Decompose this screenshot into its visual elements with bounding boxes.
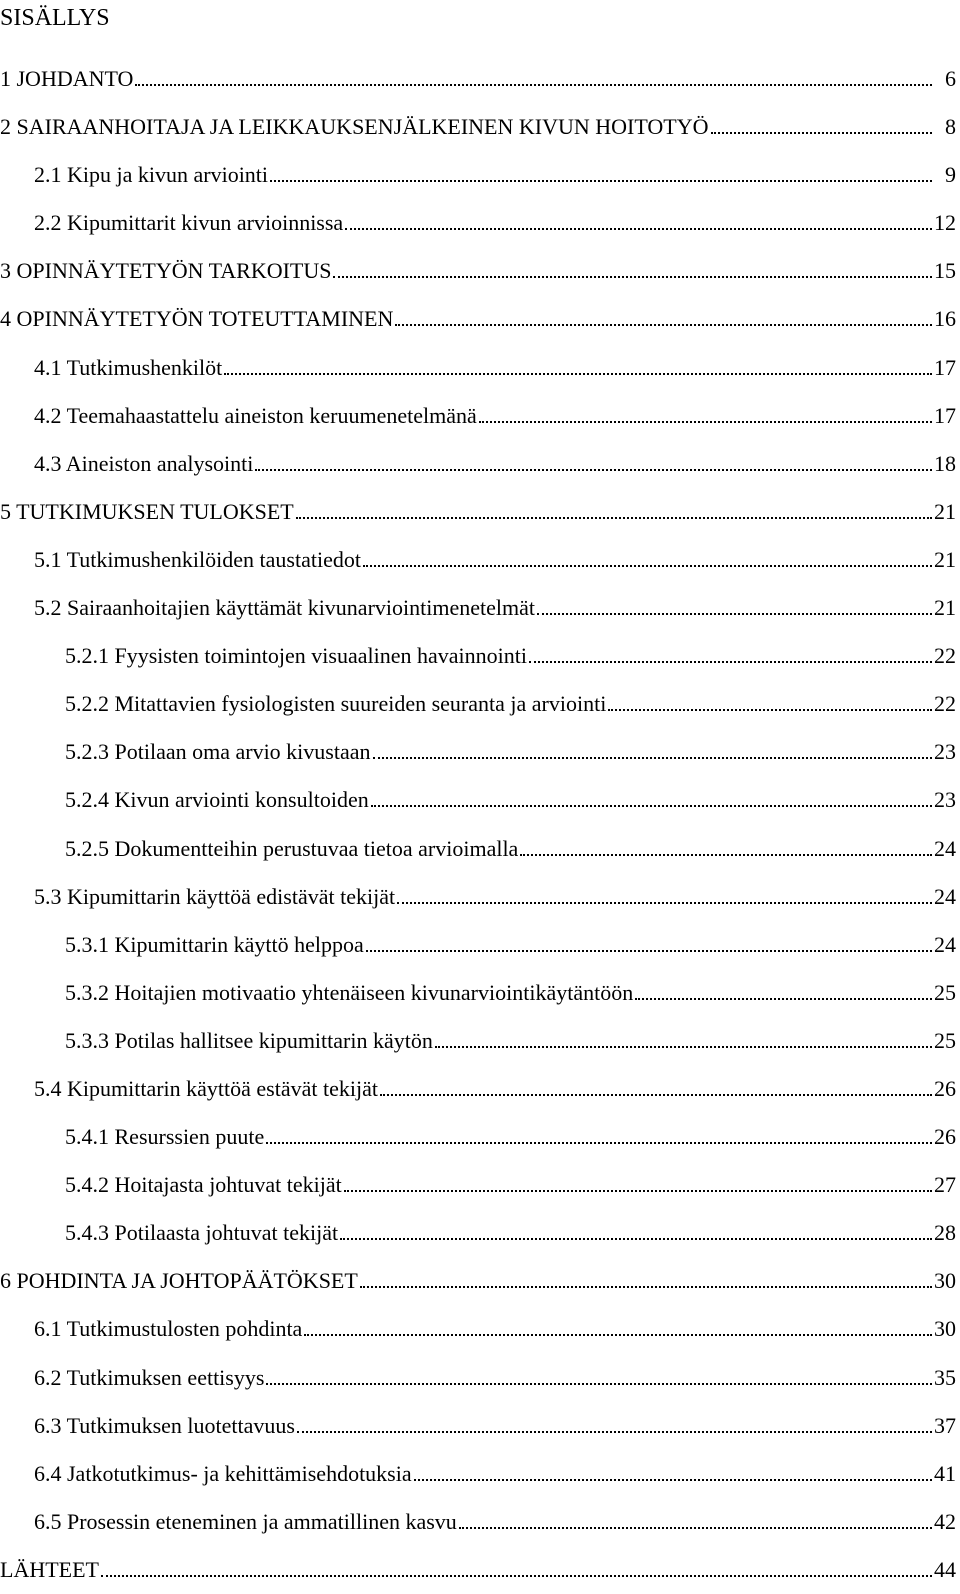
toc-entry-title: 5.2.1 Fyysisten toimintojen visuaalinen havainnointi [65, 643, 527, 669]
toc-entry-title: 5.4 Kipumittarin käyttöä estävät tekijät [34, 1075, 378, 1101]
toc-entry-title: 5.3.2 Hoitajien motivaatio yhtenäiseen kivunarviointikäytäntöön [65, 979, 634, 1005]
toc-entry-page-number: 30 [934, 1268, 956, 1294]
toc-entry-title: 6.1 Tutkimustulosten pohdinta [34, 1316, 303, 1342]
dot-leader [435, 1034, 932, 1048]
dot-leader [479, 409, 932, 423]
toc-entry-page-number: 21 [934, 498, 956, 524]
toc-entry-page-number: 25 [934, 1027, 956, 1053]
toc-entry-page-number: 9 [945, 162, 956, 188]
toc-entry-title: 3 OPINNÄYTETYÖN TARKOITUS [0, 258, 332, 284]
toc-entry[interactable] [0, 488, 956, 536]
dot-leader [266, 1371, 932, 1385]
toc-entry-title: 1 JOHDANTO [0, 66, 134, 91]
dot-leader [380, 1082, 932, 1096]
toc-entry-page-number: 23 [934, 787, 956, 813]
toc-entry-page-number: 24 [934, 883, 956, 909]
toc-entry-title: 2.2 Kipumittarit kivun arvioinnissa [34, 210, 344, 236]
dot-leader [340, 1226, 932, 1240]
toc-entry-title: 5.2.5 Dokumentteihin perustuvaa tietoa arvioimalla [65, 835, 519, 861]
dot-leader [297, 1419, 932, 1433]
toc-entry[interactable] [0, 1257, 956, 1305]
dot-leader [366, 938, 932, 952]
dot-leader [529, 649, 932, 663]
toc-entry-page-number: 16 [934, 306, 956, 332]
toc-entry-title: 4 OPINNÄYTETYÖN TOTEUTTAMINEN [0, 306, 394, 332]
toc-entry[interactable] [0, 584, 956, 632]
toc-entry[interactable] [0, 1065, 956, 1113]
toc-entry-page-number: 17 [934, 402, 956, 428]
toc-entry[interactable] [0, 969, 956, 1017]
dot-leader [333, 264, 932, 278]
toc-entry[interactable] [0, 1546, 956, 1594]
dot-leader [296, 505, 932, 519]
toc-entry-page-number: 24 [934, 931, 956, 957]
toc-entry-page-number: 30 [934, 1316, 956, 1342]
toc-entry[interactable] [0, 440, 956, 488]
toc-entry-page-number: 17 [934, 354, 956, 380]
toc-entry-title: 4.2 Teemahaastattelu aineiston keruumenetelmänä [34, 402, 477, 428]
toc-entry-page-number: 41 [934, 1460, 956, 1486]
dot-leader [635, 986, 932, 1000]
dot-leader [344, 1178, 932, 1192]
toc-entry-page-number: 26 [934, 1075, 956, 1101]
toc-entry[interactable] [0, 55, 956, 103]
dot-leader [395, 312, 932, 326]
toc-entry-page-number: 28 [934, 1220, 956, 1246]
toc-entry-page-number: 44 [934, 1556, 956, 1582]
toc-entry-title: 6.3 Tutkimuksen luotettavuus [34, 1412, 295, 1438]
toc-entry-title: LÄHTEET [0, 1556, 99, 1582]
toc-entry-title: 2 SAIRAANHOITAJA JA LEIKKAUKSENJÄLKEINEN KIVUN HOITOTYÖ [0, 114, 709, 140]
dot-leader [537, 601, 932, 615]
toc-entry-page-number: 25 [934, 979, 956, 1005]
dot-leader [345, 216, 932, 230]
toc-entry[interactable] [0, 1402, 956, 1450]
toc-entry-title: 4.3 Aineiston analysointi [34, 450, 254, 476]
toc-entry[interactable] [0, 1354, 956, 1402]
dot-leader [414, 1467, 932, 1481]
toc-entry-page-number: 35 [934, 1364, 956, 1390]
toc-entry[interactable] [0, 1305, 956, 1353]
toc-entry-page-number: 23 [934, 739, 956, 765]
toc-entry-title: 5.2.2 Mitattavien fysiologisten suureiden seuranta ja arviointi [65, 691, 607, 717]
toc-entry-title: 5.4.3 Potilaasta johtuvat tekijät [65, 1220, 339, 1246]
toc-entry[interactable] [0, 295, 956, 343]
toc-entry-page-number: 8 [945, 114, 956, 140]
toc-entry[interactable] [0, 776, 956, 824]
toc-entry-page-number: 37 [934, 1412, 956, 1438]
toc-entry[interactable] [0, 680, 956, 728]
toc-entry-title: 5.2 Sairaanhoitajien käyttämät kivunarviointimenetelmät [34, 595, 535, 621]
dot-leader [266, 1130, 932, 1144]
toc-entry-page-number: 12 [934, 210, 956, 236]
toc-entry-title: 2.1 Kipu ja kivun arviointi [34, 162, 269, 188]
toc-entry[interactable] [0, 392, 956, 440]
dot-leader [270, 168, 932, 182]
toc-entry-title: 5.3.1 Kipumittarin käyttö helppoa [65, 931, 364, 957]
toc-entry-title: 5.4.1 Resurssien puute [65, 1124, 265, 1150]
toc-entry[interactable] [0, 921, 956, 969]
toc-entry-title: 6.2 Tutkimuksen eettisyys [34, 1364, 265, 1390]
toc-entry-page-number: 22 [934, 691, 956, 717]
toc-entry[interactable] [0, 103, 956, 151]
toc-entry-page-number: 15 [934, 258, 956, 284]
dot-leader [255, 457, 932, 471]
toc-entry[interactable] [0, 873, 956, 921]
toc-entry[interactable] [0, 1017, 956, 1065]
toc-entry[interactable] [0, 199, 956, 247]
dot-leader [371, 793, 932, 807]
toc-entry[interactable] [0, 1450, 956, 1498]
toc-entry-page-number: 42 [934, 1508, 956, 1534]
toc-entry[interactable] [0, 1161, 956, 1209]
dot-leader [459, 1515, 932, 1529]
toc-entry[interactable] [0, 1209, 956, 1257]
toc-entry[interactable] [0, 632, 956, 680]
toc-entry[interactable] [0, 344, 956, 392]
toc-entry[interactable] [0, 151, 956, 199]
toc-entry[interactable] [0, 536, 956, 584]
dot-leader [224, 361, 932, 375]
dot-leader [304, 1322, 932, 1336]
toc-entry-title: 6.4 Jatkotutkimus- ja kehittämisehdotuksia [34, 1460, 412, 1486]
toc-entry[interactable] [0, 1113, 956, 1161]
toc-entry-page-number: 24 [934, 835, 956, 861]
dot-leader [135, 72, 932, 86]
toc-entry-title: 5.4.2 Hoitajasta johtuvat tekijät [65, 1172, 342, 1198]
toc-entry-page-number: 21 [934, 546, 956, 572]
dot-leader [608, 697, 932, 711]
toc-entry-title: 4.1 Tutkimushenkilöt [34, 354, 223, 380]
toc-entry-title: 5.2.3 Potilaan oma arvio kivustaan [65, 739, 371, 765]
toc-entry-page-number: 21 [934, 595, 956, 621]
toc-entry-title: 6.5 Prosessin eteneminen ja ammatillinen kasvu [34, 1508, 457, 1534]
toc-entry-title: 5.1 Tutkimushenkilöiden taustatiedot [34, 546, 361, 572]
toc-entry[interactable] [0, 1498, 956, 1546]
toc-entry-title: 5 TUTKIMUKSEN TULOKSET [0, 498, 294, 524]
toc-entry-page-number: 18 [934, 450, 956, 476]
toc-entry[interactable] [0, 247, 956, 295]
toc-entry-page-number: 26 [934, 1124, 956, 1150]
toc-entry-title: 5.3 Kipumittarin käyttöä edistävät tekijät [34, 883, 396, 909]
toc-entry-title: 6 POHDINTA JA JOHTOPÄÄTÖKSET [0, 1268, 358, 1294]
dot-leader [360, 1274, 932, 1288]
dot-leader [363, 553, 932, 567]
dot-leader [397, 890, 932, 904]
toc-list [0, 55, 956, 1594]
dot-leader [520, 842, 932, 856]
dot-leader [101, 1563, 932, 1577]
toc-entry-page-number: 27 [934, 1172, 956, 1198]
dot-leader [373, 745, 933, 759]
toc-heading: SISÄLLYS [0, 5, 110, 31]
toc-entry-title: 5.3.3 Potilas hallitsee kipumittarin käytön [65, 1027, 433, 1053]
toc-entry-page-number: 6 [945, 66, 956, 91]
toc-entry-page-number: 22 [934, 643, 956, 669]
dot-leader [711, 120, 932, 134]
toc-entry[interactable] [0, 728, 956, 776]
toc-entry-title: 5.2.4 Kivun arviointi konsultoiden [65, 787, 369, 813]
toc-entry[interactable] [0, 825, 956, 873]
